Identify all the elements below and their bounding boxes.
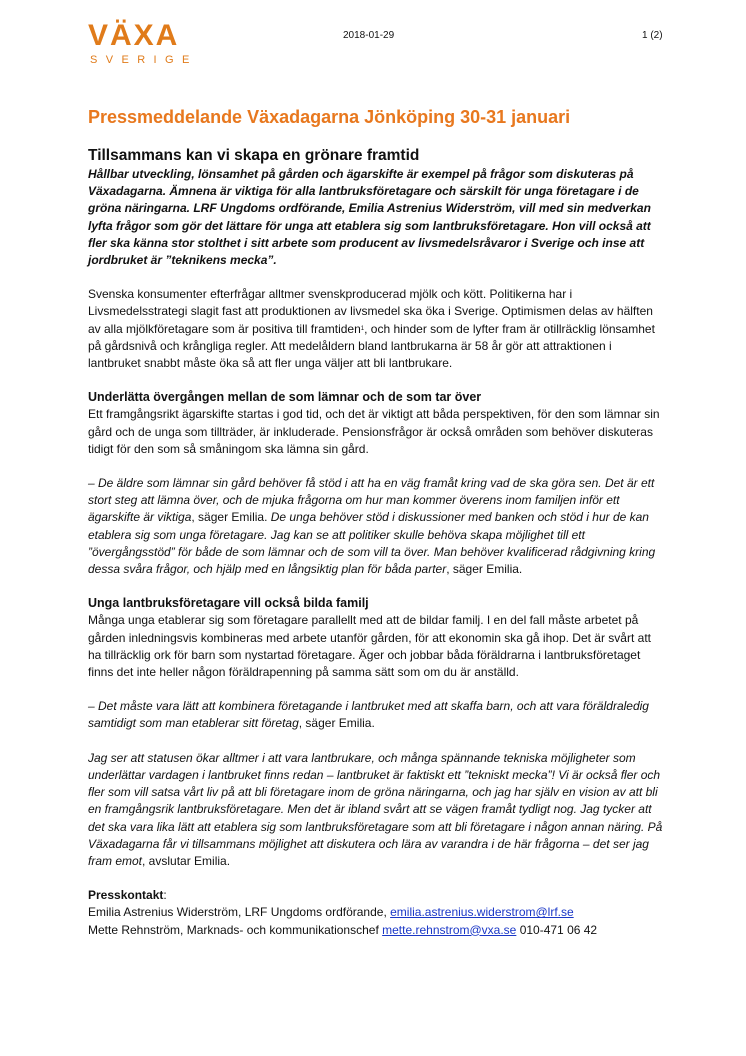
intro-text-a: Svenska konsumenter efterfrågar alltmer svenskproducerad mjölk och kött. Politikerna har i Livsmedelsstrategi slagit fast att produktionen av livsmedel ska öka i Sverige. Optimismen delas av hälften av alla mjölkföretagare som är positiva till framtiden <box>88 287 653 336</box>
quote-vision <box>88 750 663 870</box>
article-body <box>88 146 663 939</box>
quote-attribution: , säger Emilia. <box>298 716 375 731</box>
contact-1-name: Emilia Astrenius Widerström, LRF Ungdoms ordförande, <box>88 905 391 920</box>
section-heading-ownership: Underlätta övergången mellan de som lämnar och de som tar över <box>88 390 482 405</box>
quote-text: – De äldre som lämnar sin gård behöver få stöd i att ha en väg framåt kring vad de ska göra sen. Det är ett stort steg att lämna över, och de mjuka frågorna om hur man kommer överens inom familjen inför ett ägarskifte är viktiga <box>88 476 655 525</box>
press-contact-label: Presskontakt <box>88 888 164 903</box>
vaxa-sverige-logo <box>88 19 208 69</box>
section-heading-family: Unga lantbruksföretagare vill också bilda familj <box>88 596 369 611</box>
contact-2-name: Mette Rehnström, Marknads- och kommunikationschef <box>88 922 383 937</box>
intro-paragraph <box>88 286 663 372</box>
document-date: 2018-01-29 <box>343 30 395 41</box>
intro-text-b: , och hinder som de lyfter fram är otillräcklig lönsamhet på gårdsnivå och krångliga regler. Att medelåldern bland lantbrukarna är 58 år gör att attraktionen i lantbruket snabbt måste öka så att fler unga väljer att bli lantbrukare. <box>88 321 655 371</box>
logo-wordmark: VÄXA <box>88 19 180 52</box>
section-body-family: Många unga etablerar sig som företagare parallellt med att de bildar familj. I en del fall måste arbetet på gården inledningsvis kombineras med arbete utanför gården, för att ekonomin ska gå ihop. Det är svårt att ha tillräcklig ork för barn som nystartad företagare. Äger och jobbar båda föräldrarna i lantbruksföretaget finns det inte heller någon föräldrapenning på samma sätt som om du är anställd. <box>88 613 651 680</box>
quote-text: Jag ser att statusen ökar alltmer i att vara lantbrukare, och många spännande tekniska möjligheter som underlättar vardagen i lantbruket finns redan – lantbruket är faktiskt ett ”tekniskt mecka”! Vi är också fler och fler som vill satsa vårt liv på att bli företagare inom de gröna näringarna, och jag har själv en vision av att bli en framgångsrik lantbruksföretagare. Men det är ibland svårt att se vägen framåt tydligt nog. Jag tycker att det ska vara lika lätt att etablera sig som lantbruksföretagare som att bli företagare i någon annan näring. På Växadagarna får vi tillsammans möjlighet att diskutera och lära av varandra i de här frågorna – det ser jag fram emot <box>88 750 663 868</box>
footnote-marker: 1 <box>360 325 365 332</box>
page-title: Pressmeddelande Växadagarna Jönköping 30-31 januari <box>88 107 571 127</box>
quote-attribution: , säger Emilia. <box>191 510 271 525</box>
article-subtitle: Tillsammans kan vi skapa en grönare framtid <box>88 147 420 164</box>
quote-text: – Det måste vara lätt att kombinera företagande i lantbruket med att skaffa barn, och att vara föräldraledig samtidigt som man etablerar sitt företag <box>88 699 649 731</box>
section-body-ownership: Ett framgångsrikt ägarskifte startas i god tid, och det är viktigt att båda perspektiven, för den som lämnar sin gård och de unga som tillträder, är inkluderade. Pensionsfrågor är också områden som behöver diskuteras tidigt för den som så småningom ska lämna sin gård. <box>88 407 660 456</box>
press-contact-colon: : <box>163 888 167 903</box>
press-contact-1 <box>88 904 663 921</box>
press-contact-2 <box>88 922 663 939</box>
press-contact-heading <box>88 887 663 904</box>
contact-2-email-link[interactable]: mette.rehnstrom@vxa.se <box>382 922 517 937</box>
contact-2-phone: 010-471 06 42 <box>516 922 598 937</box>
contact-1-email-link[interactable]: emilia.astrenius.widerstrom@lrf.se <box>390 905 574 920</box>
lead-paragraph: Hållbar utveckling, lönsamhet på gården och ägarskifte är exempel på frågor som diskuteras på Växadagarna. Ämnena är viktiga för alla lantbruksföretagare och särskilt för unga företagare i de gröna näringarna. LRF Ungdoms ordförande, Emilia Astrenius Widerström, vill med sin medverkan lyfta frågor som gör det lättare för unga att etablera sig som lantbruksföretagare. Hon vill också att fler ska känna stor stolthet i sitt arbete som producent av livsmedelsråvaror i Sverige och inse att jordbruket är ”teknikens mecka”. <box>88 167 651 268</box>
quote-family <box>88 698 663 732</box>
quote-ownership <box>88 475 663 578</box>
quote-attribution: , säger Emilia. <box>446 562 523 577</box>
quote-text: De unga behöver stöd i diskussioner med banken och stöd i hur de kan etablera sig som unga företagare. Jag kan se att politiker skulle behöva skapa möjlighet till ett ”övergångsstöd” för både de som lämnar och de som vill ta över. Man behöver kvalificerad rådgivning kring dessa svåra frågor, och hjälp med en långsiktig plan för båda parter <box>88 510 656 577</box>
logo-subtitle: SVERIGE <box>90 54 198 66</box>
quote-attribution: , avslutar Emilia. <box>142 853 231 868</box>
page-number: 1 (2) <box>642 30 663 41</box>
